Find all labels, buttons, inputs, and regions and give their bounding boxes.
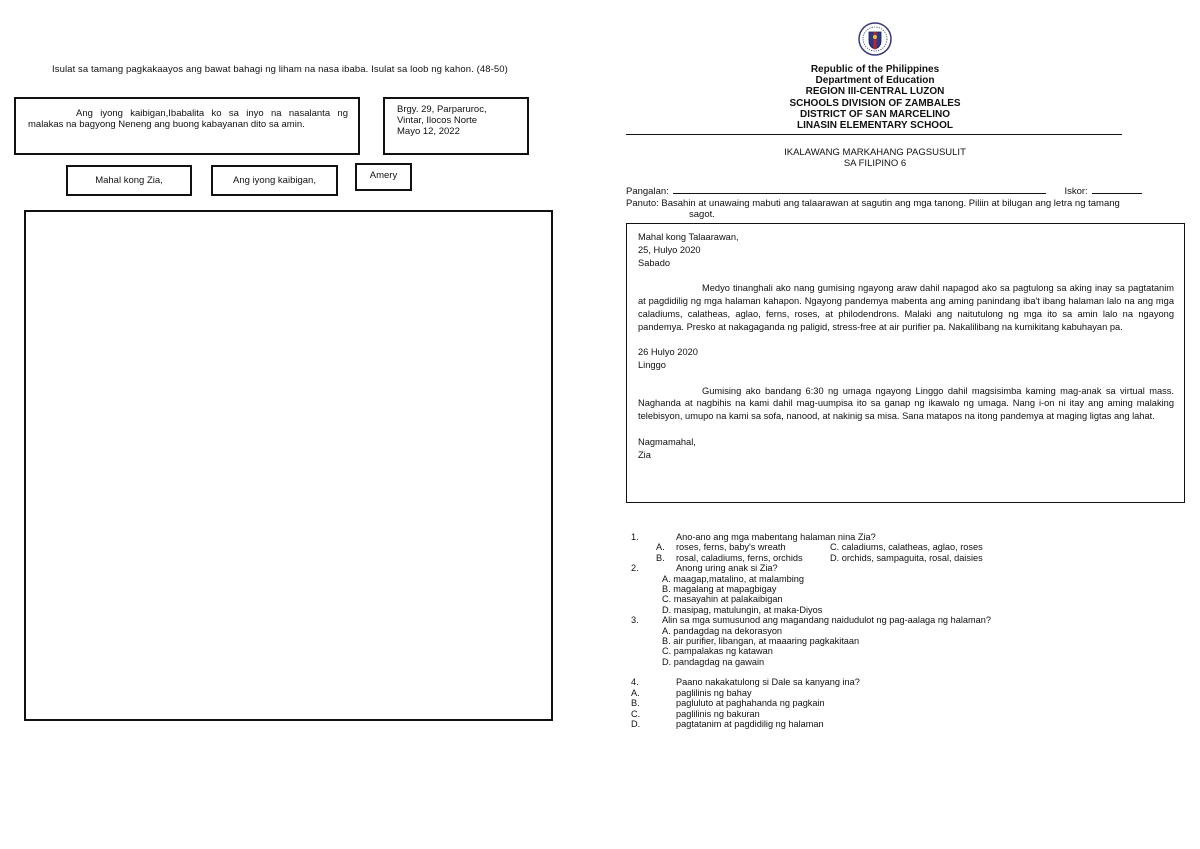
choice-letter[interactable]: A.: [631, 687, 640, 698]
choice-row: [631, 584, 1191, 594]
choice-row: [631, 657, 1191, 667]
header-line: DISTRICT OF SAN MARCELINO: [800, 108, 950, 120]
choice-letter[interactable]: A.: [656, 542, 665, 553]
header-divider: [626, 134, 1122, 135]
question-number: 2.: [631, 563, 639, 574]
answer-box[interactable]: [24, 210, 553, 721]
choice-text[interactable]: C. pampalakas ng katawan: [662, 646, 773, 657]
choice-row: [631, 542, 1191, 552]
diary-day: Linggo: [638, 359, 666, 370]
diary-date: 26 Hulyo 2020: [638, 347, 698, 358]
question-number: 4.: [631, 677, 639, 688]
diary-closing: Nagmamahal,: [638, 436, 696, 447]
exam-title-line: IKALAWANG MARKAHANG PAGSUSULIT: [784, 147, 966, 158]
choice-text[interactable]: roses, ferns, baby's wreath: [676, 542, 786, 553]
diary-signer: Zia: [638, 449, 651, 460]
question-text: Paano nakakatulong si Dale sa kanyang ina?: [676, 677, 860, 688]
choice-row: [631, 719, 1191, 729]
question: [631, 615, 1191, 625]
diary-entry: [638, 282, 1174, 333]
diary-entry-text: pagtatanim at pagdidilig ng mga halaman kahapon. Ngayong pandemya mabenta ang aming panindang iba't ibang halaman lalo na ang mga caladiums, calatheas, aglao, ferns, roses, at philodendrons. Malaki ang naitutulong ng mga ito sa amin lalo na ngayong pandemya. Presko at nakagaganda ng paligid, stress-free at air purifier pa. Nakalilibang na kumikitang kabuhayan pa.: [638, 283, 1174, 332]
address-line: Brgy. 29, Parparuroc,: [397, 104, 487, 115]
name-label: Pangalan:: [626, 186, 669, 197]
choice-row: [631, 605, 1191, 615]
score-label: Iskor:: [1064, 186, 1088, 197]
signature-text: Amery: [369, 170, 398, 181]
question: [631, 563, 1191, 573]
choice-text[interactable]: pagluluto at paghahanda ng pagkain: [676, 698, 825, 709]
choice-text[interactable]: D. pandagdag na gawain: [662, 656, 765, 667]
header-line: Republic of the Philippines: [810, 64, 940, 75]
letter-body-box: [14, 97, 360, 155]
name-field[interactable]: [673, 184, 1046, 194]
question: [631, 532, 1191, 542]
choice-row: [631, 594, 1191, 604]
score-field[interactable]: [1092, 184, 1142, 194]
choice-row: [631, 688, 1191, 698]
diary-box: [626, 223, 1185, 503]
choice-row: [631, 574, 1191, 584]
address-line: Vintar, Ilocos Norte: [397, 115, 478, 126]
school-header: [762, 64, 988, 131]
question: [631, 677, 1191, 687]
exam-title: [762, 147, 988, 169]
choice-text[interactable]: paglilinis ng bakuran: [676, 708, 760, 719]
choice-row: [631, 626, 1191, 636]
choice-letter[interactable]: D.: [631, 719, 641, 730]
panuto-line: Panuto: Basahin at unawaing mabuti ang talaarawan at sagutin ang mga tanong. Piliin at bilugan ang letra ng tamang: [626, 198, 1120, 209]
header-line: REGION III-CENTRAL LUZON: [805, 86, 945, 98]
diary-salutation: Mahal kong Talaarawan,: [638, 232, 739, 242]
greeting-box: [66, 165, 192, 196]
question-text: Anong uring anak si Zia?: [676, 563, 778, 574]
diary-entry-text: Naghanda at nagbihis na kami dahil mag-uumpisa ito sa ganap ng ikawalo ng umaga. Nang i-on ni itay ang aming malaking telebisyon, umupo na kami sa sofa, nanood, at nakinig sa misa. Sana matapos na itong pandemya at maging ligtas ang lahat.: [638, 398, 1174, 422]
choice-text[interactable]: A. pandagdag na dekorasyon: [662, 625, 783, 636]
greeting-text: Mahal kong Zia,: [95, 175, 163, 186]
header-line: SCHOOLS DIVISION OF ZAMBALES: [789, 97, 961, 109]
choice-row: [631, 698, 1191, 708]
address-date: Mayo 12, 2022: [397, 126, 460, 137]
closing-box: [211, 165, 338, 196]
question-text: Ano-ano ang mga mabentang halaman nina Zia?: [676, 532, 876, 542]
closing-text: Ang iyong kaibigan,: [233, 175, 316, 186]
panuto-line: sagot.: [689, 208, 715, 220]
diary-entry-text: Gumising ako bandang 6:30 ng umaga ngayong Linggo dahil magsisimba kaming mag-anak sa virtual mass.: [702, 385, 1174, 396]
question-text: Alin sa mga sumusunod ang magandang naidudulot ng pag-aalaga ng halaman?: [662, 615, 991, 626]
spacer: [631, 667, 1191, 677]
choice-text[interactable]: B. magalang at mapagbigay: [662, 583, 777, 594]
choice-text[interactable]: C. caladiums, calatheas, aglao, roses: [830, 542, 983, 553]
choice-letter[interactable]: B.: [631, 698, 640, 709]
question-number: 1.: [631, 532, 639, 542]
header-line: LINASIN ELEMENTARY SCHOOL: [797, 120, 953, 132]
choice-text[interactable]: rosal, caladiums, ferns, orchids: [676, 552, 803, 563]
choice-row: [631, 646, 1191, 656]
choice-row: [631, 553, 1191, 563]
diary-date: 25, Hulyo 2020: [638, 244, 701, 255]
choice-text[interactable]: D. orchids, sampaguita, rosal, daisies: [830, 552, 983, 563]
question-list: [631, 532, 1191, 729]
header-line: Department of Education: [815, 75, 935, 87]
panuto: [626, 199, 1126, 220]
diary-day: Sabado: [638, 257, 671, 268]
choice-text[interactable]: pagtatanim at pagdidilig ng halaman: [676, 719, 824, 730]
choice-text[interactable]: paglilinis ng bahay: [676, 687, 752, 698]
choice-row: [631, 636, 1191, 646]
choice-text[interactable]: D. masipag, matulungin, at maka-Diyos: [662, 604, 823, 615]
choice-row: [631, 709, 1191, 719]
choice-text[interactable]: C. masayahin at palakaibigan: [662, 594, 783, 605]
left-instruction: Isulat sa tamang pagkakaayos ang bawat bahagi ng liham na nasa ibaba. Isulat sa loob ng kahon. (48-50): [52, 64, 508, 75]
deped-seal-icon: [858, 22, 892, 56]
signature-box: [355, 163, 412, 191]
choice-text[interactable]: A. maagap,matalino, at malambing: [662, 573, 804, 584]
letter-heading-box: [383, 97, 529, 155]
choice-text[interactable]: B. air purifier, libangan, at maaaring pagkakitaan: [662, 635, 860, 646]
diary-entry-text: Medyo tinanghali ako nang gumising ngayong araw dahil napagod ako sa pagtulong sa aking inay sa: [702, 283, 1125, 294]
choice-letter[interactable]: B.: [656, 552, 665, 563]
question-number: 3.: [631, 615, 639, 626]
exam-subject: SA FILIPINO 6: [843, 158, 907, 169]
letter-body-text: Ang iyong kaibigan,Ibabalita ko sa inyo na nasalanta ng malakas na bagyong Neneng ang buong kabayanan dito sa amin.: [28, 108, 348, 130]
name-score-row: [626, 184, 1146, 197]
choice-letter[interactable]: C.: [631, 708, 641, 719]
diary-entry: [638, 385, 1174, 423]
